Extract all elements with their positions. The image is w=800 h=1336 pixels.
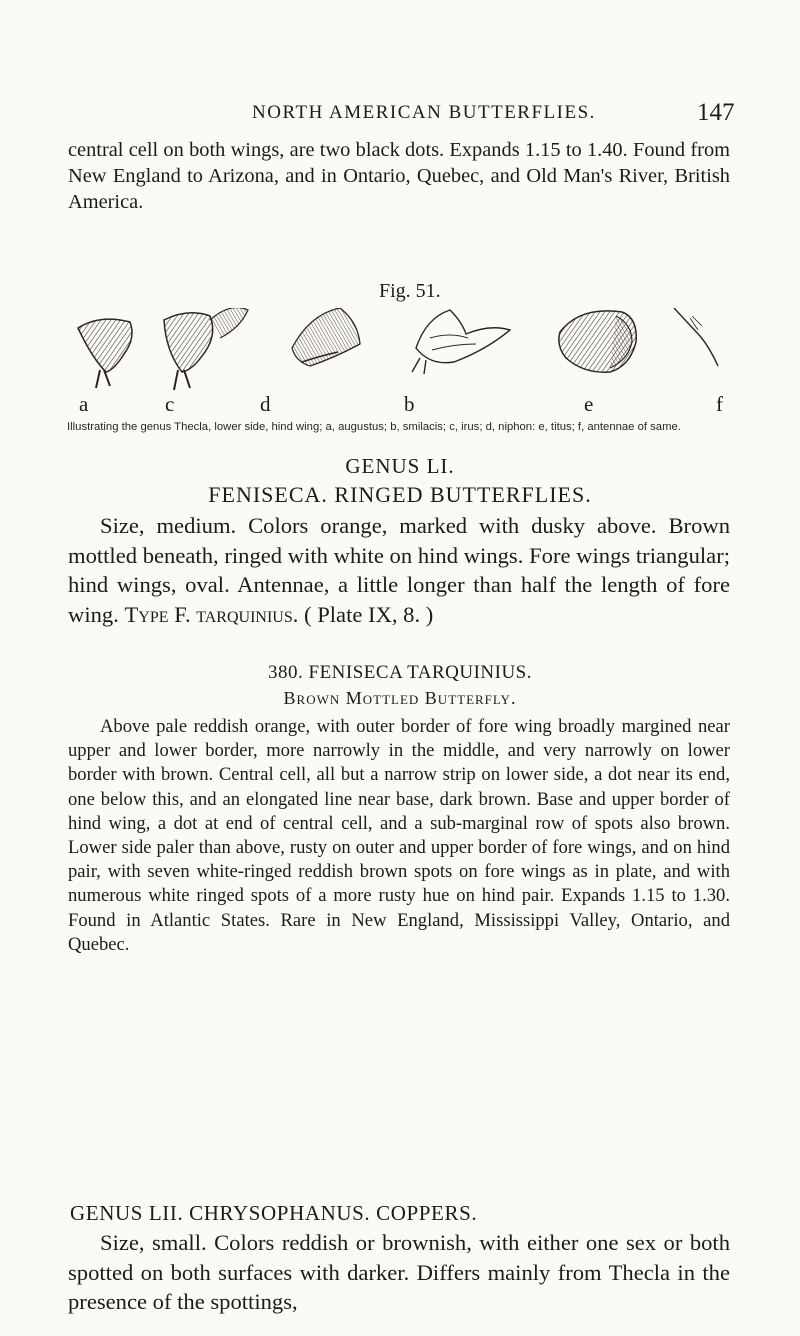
intro-paragraph: central cell on both wings, are two black dots. Expands 1.15 to 1.40. Found from New England to Arizona, and in Ontario, Quebec, and Old Man's River, British America. [68,139,730,213]
figure-letter-a: a [79,392,89,416]
genus-51-description-text: Size, medium. Colors orange, marked with dusky above. Brown mottled beneath, ringed with white on hind wings. Fore wings triangular; hind wings, oval. Antennae, a little longer than half the length of fore wing. [68,513,730,627]
genus-51-description [68,511,730,629]
figure-letters [0,392,800,416]
wing-b-smilacis [412,310,510,374]
figure-51-wing-illustrations [70,308,770,394]
wing-e-titus [559,311,636,372]
type-species: F. tarquinius. [174,601,299,627]
genus-52-description: Size, small. Colors reddish or brownish, with either one sex or both spotted on both surfaces with darker. Differs mainly from Thecla in the presence of the spottings, [68,1230,730,1314]
running-title: NORTH AMERICAN BUTTERFLIES. [252,102,596,123]
species-380-description: Above pale reddish orange, with outer border of fore wing broadly margined near upper and lower border, more narrowly in the middle, and very narrowly on lower border with brown. Central cell, all but a narrow strip on lower side, a dot near its end, one below this, and an elongated line near base, dark brown. Base and upper border of hind wing, a dot at end of central cell, and a sub-marginal row of spots also brown. Lower side paler than above, rusty on outer and upper border of fore wings, and on hind pair, with seven white-ringed reddish brown spots on fore wings as in plate, and with numerous white ringed spots of a more rusty hue on hind pair. Expands 1.15 to 1.30. Found in Atlantic States. Rare in New England, Mississippi Valley, Ontario, and Quebec. [68,716,730,955]
running-head [0,99,800,128]
figure-label: Fig. 51. [379,280,441,302]
type-value [169,602,299,627]
antennae-f [674,308,718,366]
plate-reference: ( Plate IX, 8. ) [304,601,434,627]
wing-c-irus [164,308,248,390]
figure-letter-c: c [165,392,175,416]
genus-51-heading: GENUS LI. [345,454,455,478]
figure-letter-d: d [260,392,271,416]
wing-a-augustus [78,319,132,388]
figure-caption: Illustrating the genus Thecla, lower side, hind wing; a, augustus; b, smilacis; c, irus; d, niphon: e, titus; f, antennae of same. [67,421,681,433]
species-380-common-name: Brown Mottled Butterfly. [283,688,517,708]
species-380-heading: 380. FENISECA TARQUINIUS. [268,662,532,683]
page-number: 147 [697,99,735,126]
figure-letter-e: e [584,392,594,416]
type-label: Type [124,601,169,627]
figure-letter-b: b [404,392,415,416]
genus-52-heading: GENUS LII. CHRYSOPHANUS. COPPERS. [70,1201,478,1225]
figure-letter-f: f [716,392,723,416]
genus-51-subheading: FENISECA. RINGED BUTTERFLIES. [208,482,592,507]
wing-d-niphon [292,308,360,366]
